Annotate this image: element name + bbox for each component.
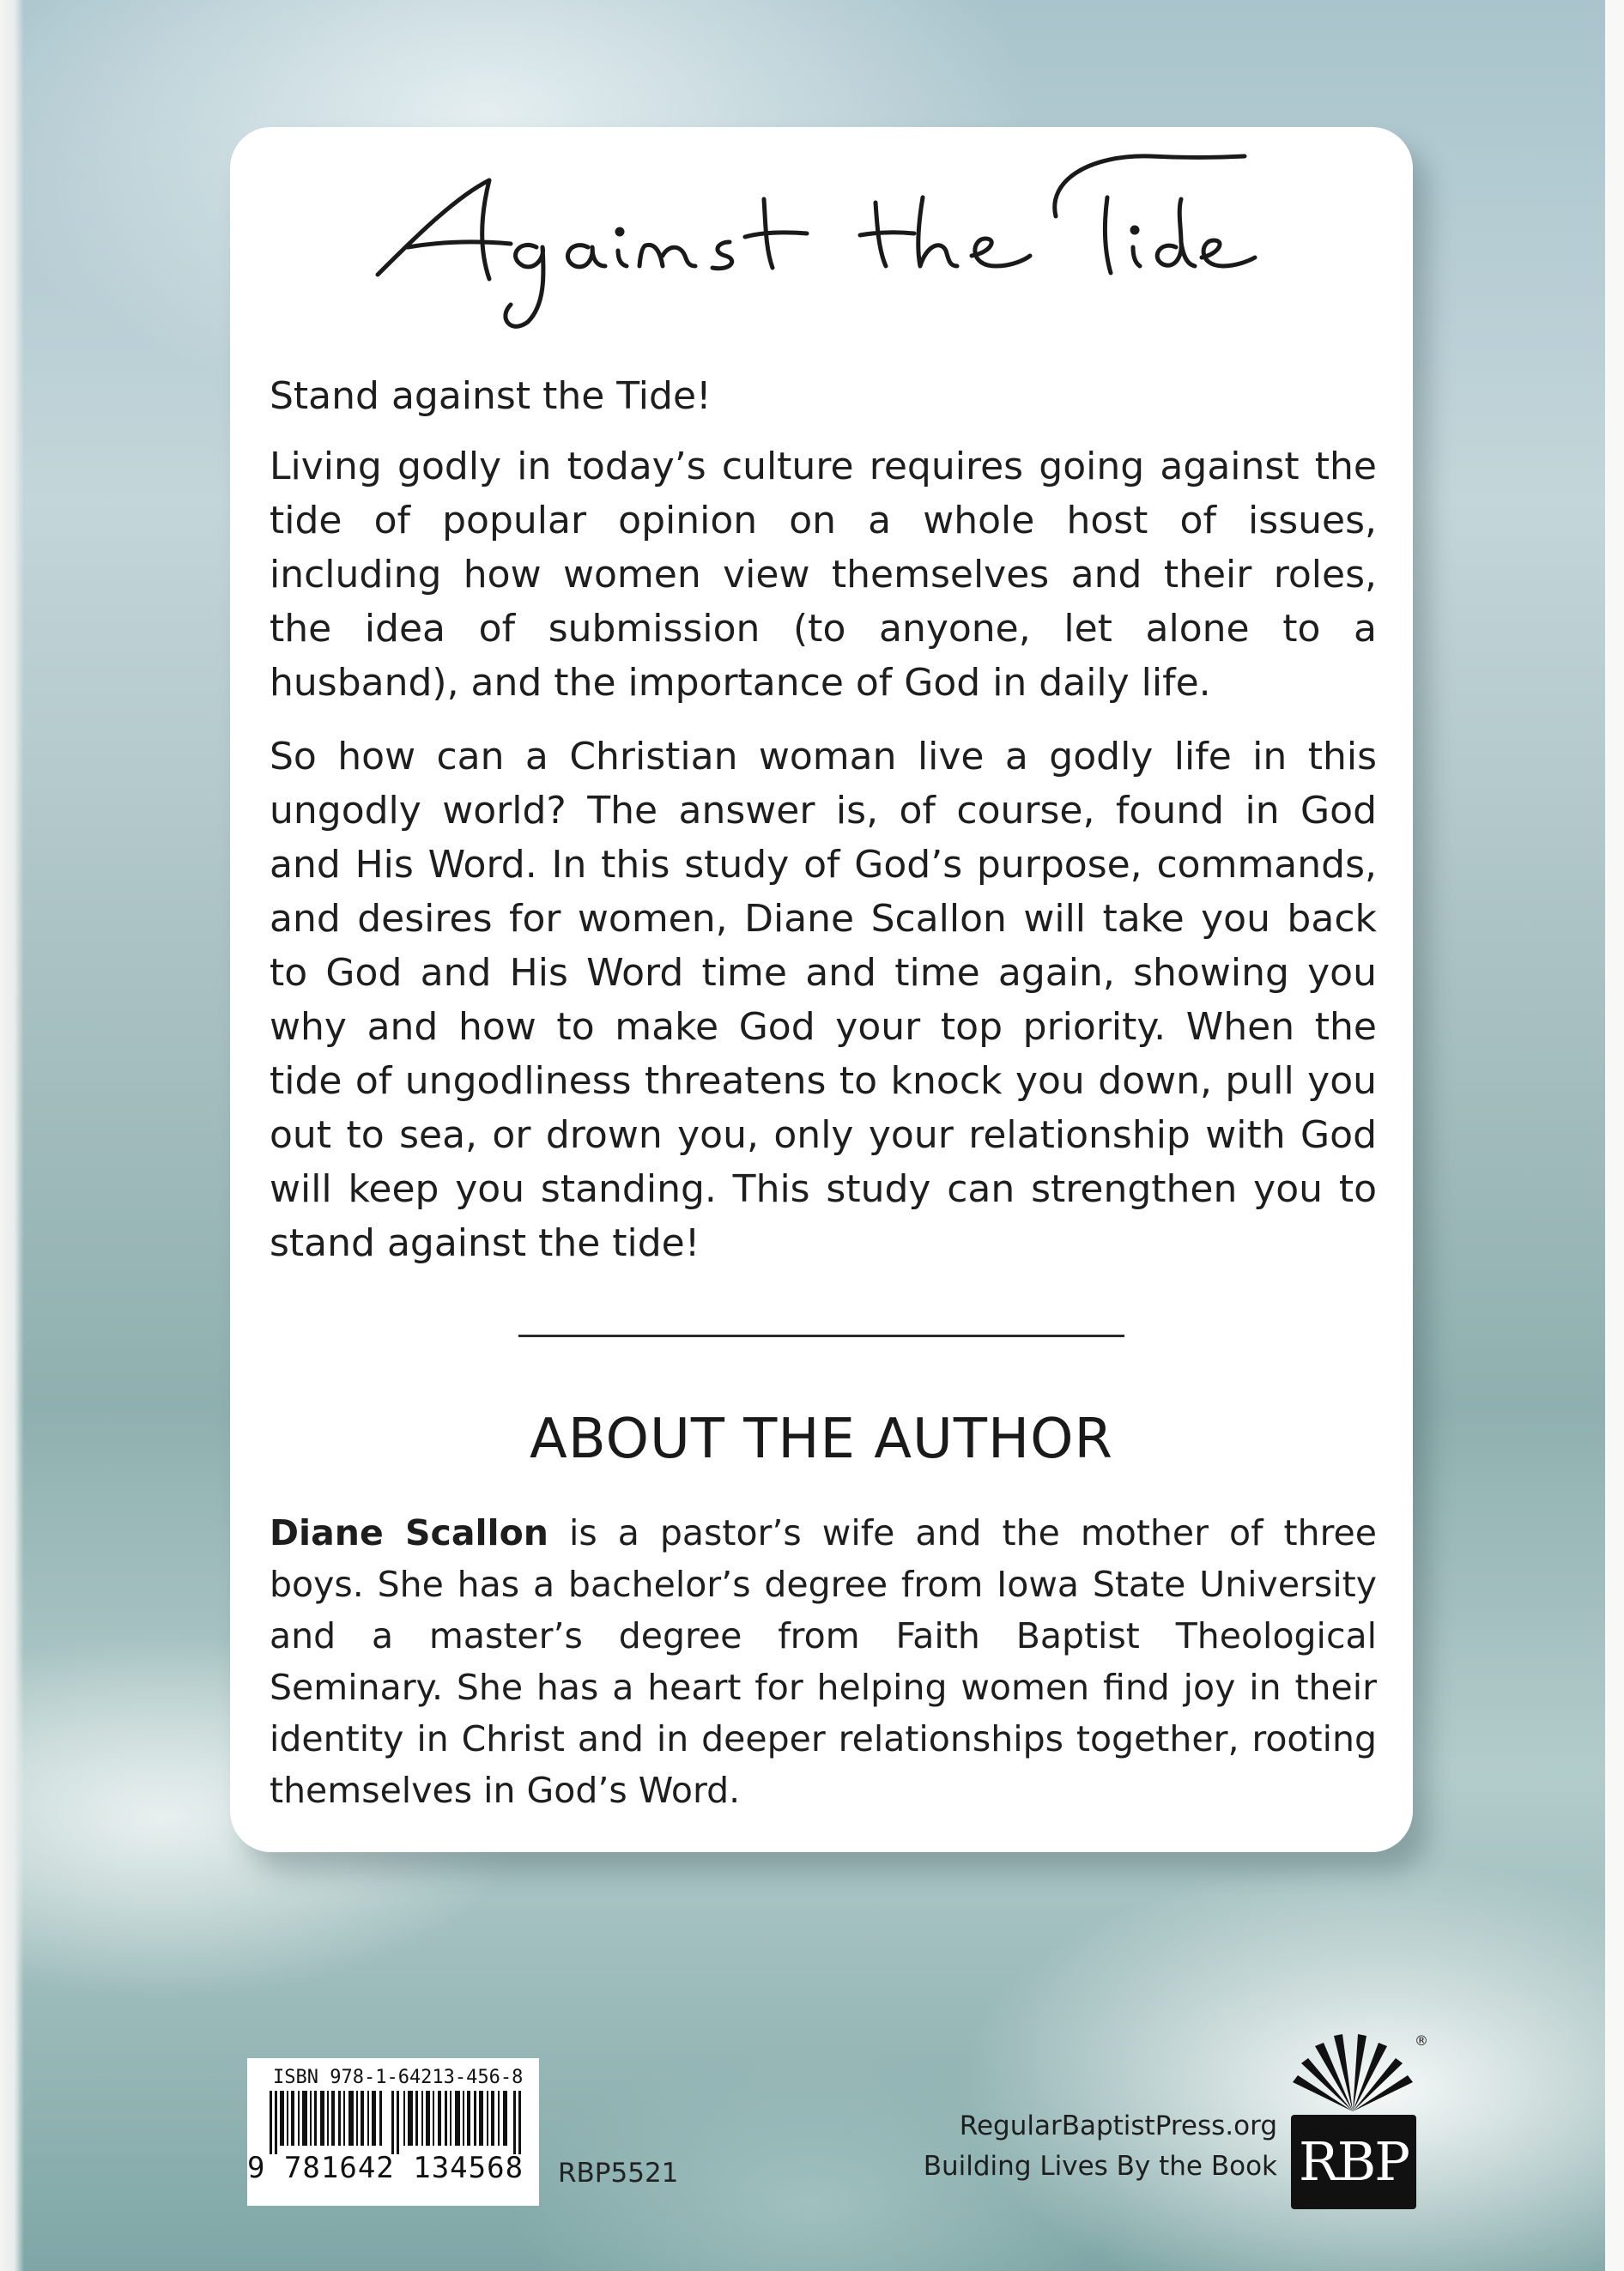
- cover-edge-right: [1605, 0, 1624, 2271]
- author-bio: [270, 1507, 1377, 1816]
- barcode-digits: 9 781642 134568: [247, 2151, 524, 2185]
- barcode-bars: [270, 2091, 527, 2154]
- title-script-logo: [361, 146, 1270, 352]
- publisher-logo: [1289, 2032, 1428, 2211]
- description-paragraph-2: So how can a Christian woman live a godly life in this ungodly world? The answer is, of course, found in God and His Word. In this study of God’s purpose, commands, and desires for women, Diane Scallon will take you back to God and His Word time and time again, showing you why and how to make God your top priority. When the tide of ungodliness threatens to knock you down, pull you out to sea, or drown you, only your relationship with God will keep you standing. This study can strengthen you to stand against the tide!: [270, 735, 1377, 1265]
- about-author-heading: ABOUT THE AUTHOR: [530, 1408, 1113, 1471]
- section-divider: [518, 1335, 1124, 1337]
- registered-mark: ®: [1415, 2032, 1428, 2049]
- author-bio-text: is a pastor’s wife and the mother of three boys. She has a bachelor’s degree from Iowa State University and a master’s degree from Faith Baptist Theological Seminary. She has a heart for helping women find joy in their identity in Christ and in deeper relationships together, rooting themselves in God’s Word.: [270, 1512, 1377, 1811]
- cover-edge-left: [0, 0, 24, 2271]
- barcode: [247, 2058, 539, 2206]
- description-paragraph-1: Living godly in today’s culture requires going against the tide of popular opinion on a whole host of issues, including how women view themselves and their roles, the idea of submission (to anyone, let alone to a husband), and the importance of God in daily life.: [270, 445, 1377, 705]
- publisher-tagline: Building Lives By the Book: [923, 2151, 1277, 2182]
- isbn-label: ISBN 978-1-64213-456-8: [273, 2067, 524, 2088]
- sunburst-icon: [1289, 2032, 1418, 2118]
- author-name: Diane Scallon: [270, 1512, 548, 1553]
- publisher-url: RegularBaptistPress.org: [959, 2111, 1277, 2141]
- tagline: Stand against the Tide!: [270, 374, 712, 418]
- product-code: RBP5521: [558, 2158, 679, 2189]
- rbp-logo-text: RBP: [1291, 2115, 1416, 2209]
